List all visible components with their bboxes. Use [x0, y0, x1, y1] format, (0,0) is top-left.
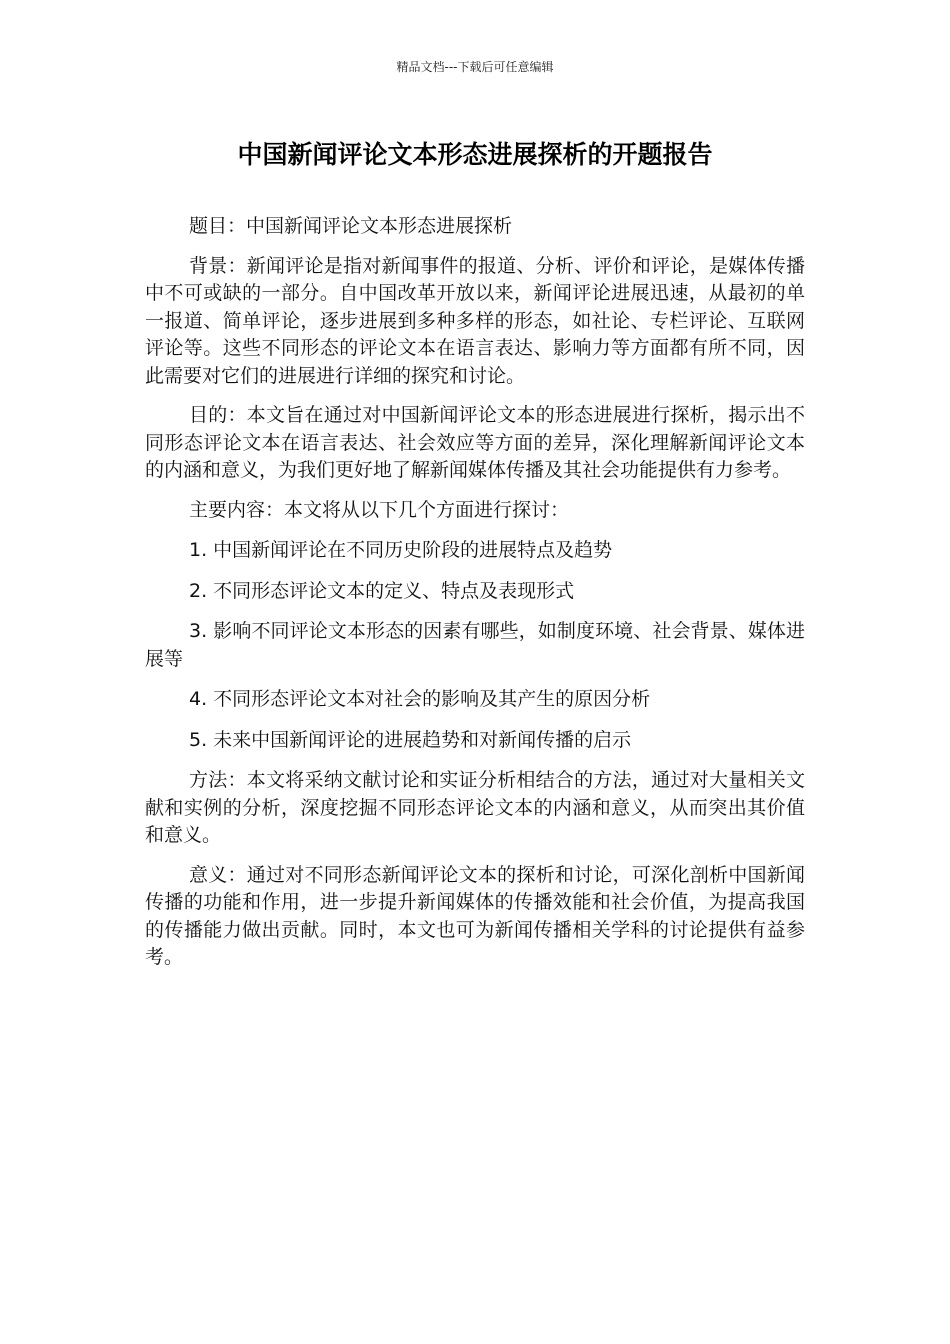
header-note: 精品文档---下载后可任意编辑	[396, 60, 554, 74]
list-item: 3. 影响不同评论文本形态的因素有哪些，如制度环境、社会背景、媒体进展等	[145, 620, 805, 670]
paragraph-significance: 意义：通过对不同形态新闻评论文本的探析和讨论，可深化剖析中国新闻传播的功能和作用，进一步提升新闻媒体的传播效能和社会价值，为提高我国的传播能力做出贡献。同时，本文也可为新闻传播相关学科的讨论提供有益参考。	[145, 863, 805, 968]
paragraph-purpose: 目的：本文旨在通过对中国新闻评论文本的形态进展进行探析，揭示出不同形态评论文本在语言表达、社会效应等方面的差异，深化理解新闻评论文本的内涵和意义，为我们更好地了解新闻媒体传播及其社会功能提供有力参考。	[145, 404, 805, 481]
list-item: 5. 未来中国新闻评论的进展趋势和对新闻传播的启示	[189, 728, 632, 751]
list-item: 2. 不同形态评论文本的定义、特点及表现形式	[189, 579, 575, 602]
list-item: 1. 中国新闻评论在不同历史阶段的进展特点及趋势	[189, 539, 613, 561]
document-body	[145, 213, 805, 984]
paragraph-background: 背景：新闻评论是指对新闻事件的报道、分析、评价和评论，是媒体传播中不可或缺的一部分。自中国改革开放以来，新闻评论进展迅速，从最初的单一报道、简单评论，逐步进展到多种多样的形态，如社论、专栏评论、互联网评论等。这些不同形态的评论文本在语言表达、影响力等方面都有所不同，因此需要对它们的进展进行详细的探究和讨论。	[145, 254, 805, 387]
list-item: 4. 不同形态评论文本对社会的影响及其产生的原因分析	[189, 688, 651, 710]
document-title: 中国新闻评论文本形态进展探析的开题报告	[237, 140, 713, 169]
paragraph-main-content: 主要内容：本文将从以下几个方面进行探讨：	[189, 498, 570, 521]
paragraph-method: 方法：本文将采纳文献讨论和实证分析相结合的方法，通过对大量相关文献和实例的分析，深度挖掘不同形态评论文本的内涵和意义，从而突出其价值和意义。	[145, 769, 805, 846]
paragraph-topic: 题目：中国新闻评论文本形态进展探析	[189, 215, 513, 237]
